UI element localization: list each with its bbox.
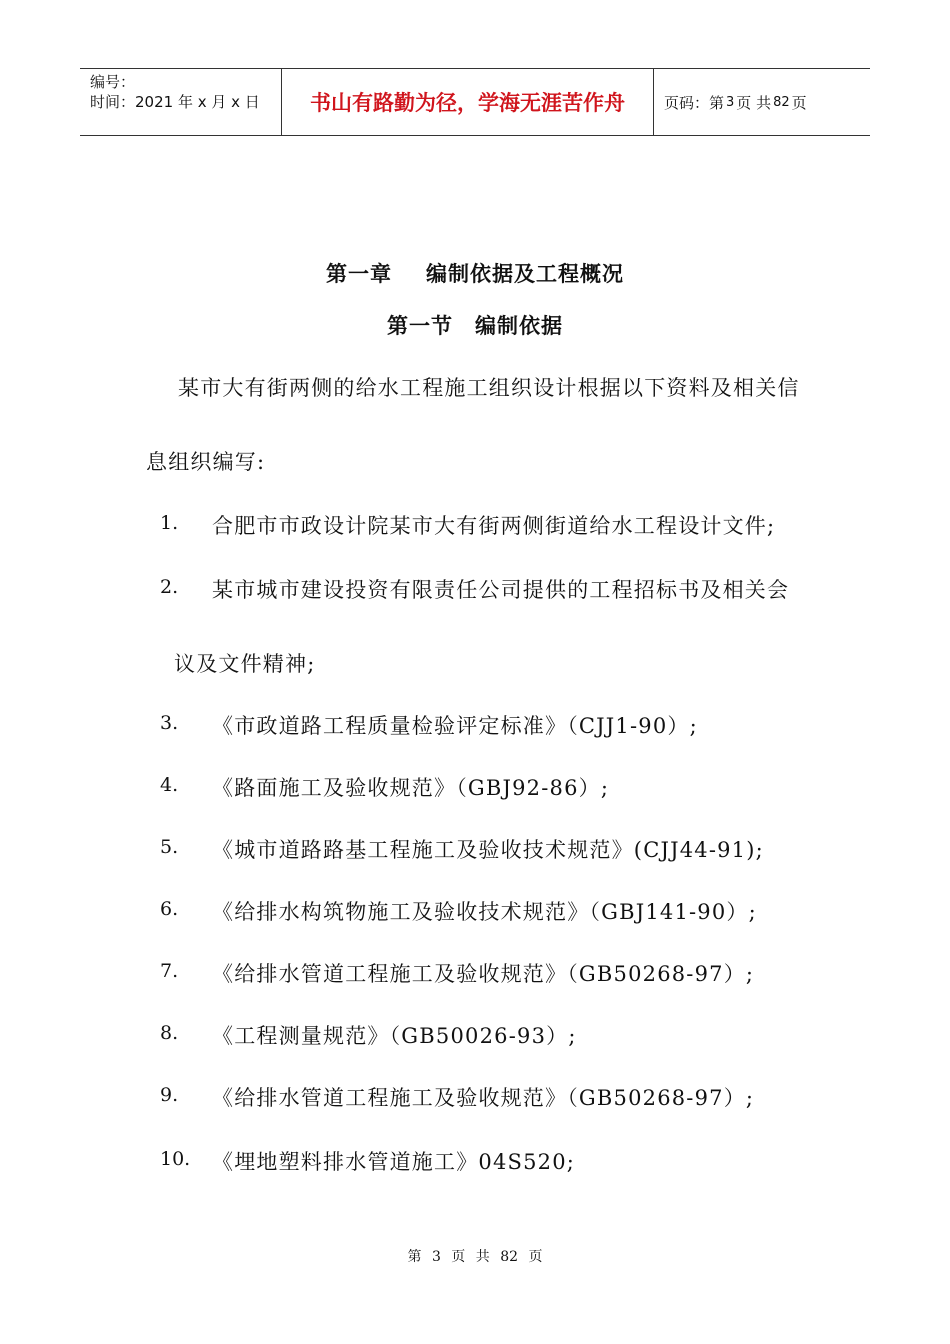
item-number: 9. [160, 1084, 179, 1106]
page-suffix: 页 [791, 93, 807, 112]
chapter-number: 第一章 [326, 262, 392, 286]
header-meta [80, 69, 282, 135]
header-motto: 书山有路勤为径，学海无涯苦作舟 [282, 69, 654, 135]
item-number: 10. [160, 1148, 191, 1170]
list-item: 《埋地塑料排水管道施工》04S520; [212, 1150, 576, 1174]
list-item: 《工程测量规范》（GB50026-93）; [212, 1024, 577, 1048]
item-number: 5. [160, 836, 179, 858]
chapter-name: 编制依据及工程概况 [426, 262, 624, 286]
page-header [80, 68, 870, 136]
chapter-title [0, 258, 950, 288]
page-mid: 页 共 [736, 93, 772, 112]
item-number: 2. [160, 576, 179, 598]
list-item: 《市政道路工程质量检验评定标准》（CJJ1-90）; [212, 714, 698, 738]
list-item: 合肥市市政设计院某市大有街两侧街道给水工程设计文件; [212, 514, 776, 538]
page-prefix: 页码：第 [664, 93, 725, 112]
section-number: 第一节 [387, 314, 453, 338]
list-item: 《给排水构筑物施工及验收技术规范》（GBJ141-90）; [212, 900, 757, 924]
item-number: 6. [160, 898, 179, 920]
item-number: 4. [160, 774, 179, 796]
list-item: 某市城市建设投资有限责任公司提供的工程招标书及相关会 [212, 578, 790, 602]
list-item: 《路面施工及验收规范》（GBJ92-86）; [212, 776, 610, 800]
header-page-info [654, 69, 870, 135]
document-number-label: 编号： [90, 73, 136, 91]
item-number: 8. [160, 1022, 179, 1044]
list-item: 《城市道路路基工程施工及验收技术规范》(CJJ44-91); [212, 838, 764, 862]
list-item: 《给排水管道工程施工及验收规范》（GB50268-97）; [212, 1086, 755, 1110]
list-item-continuation: 议及文件精神; [174, 652, 316, 676]
list-item: 《给排水管道工程施工及验收规范》（GB50268-97）; [212, 962, 755, 986]
section-title [0, 310, 950, 340]
page-total: 82 [773, 94, 790, 110]
section-name: 编制依据 [475, 314, 563, 338]
item-number: 1. [160, 512, 179, 534]
intro-line-1: 某市大有街两侧的给水工程施工组织设计根据以下资料及相关信 [178, 376, 800, 400]
document-date: 时间：2021 年 x 月 x 日 [90, 93, 260, 111]
page-footer: 第 3 页 共 82 页 [407, 1249, 543, 1265]
item-number: 7. [160, 960, 179, 982]
item-number: 3. [160, 712, 179, 734]
intro-line-2: 息组织编写: [146, 450, 266, 474]
page-current: 3 [726, 94, 735, 110]
